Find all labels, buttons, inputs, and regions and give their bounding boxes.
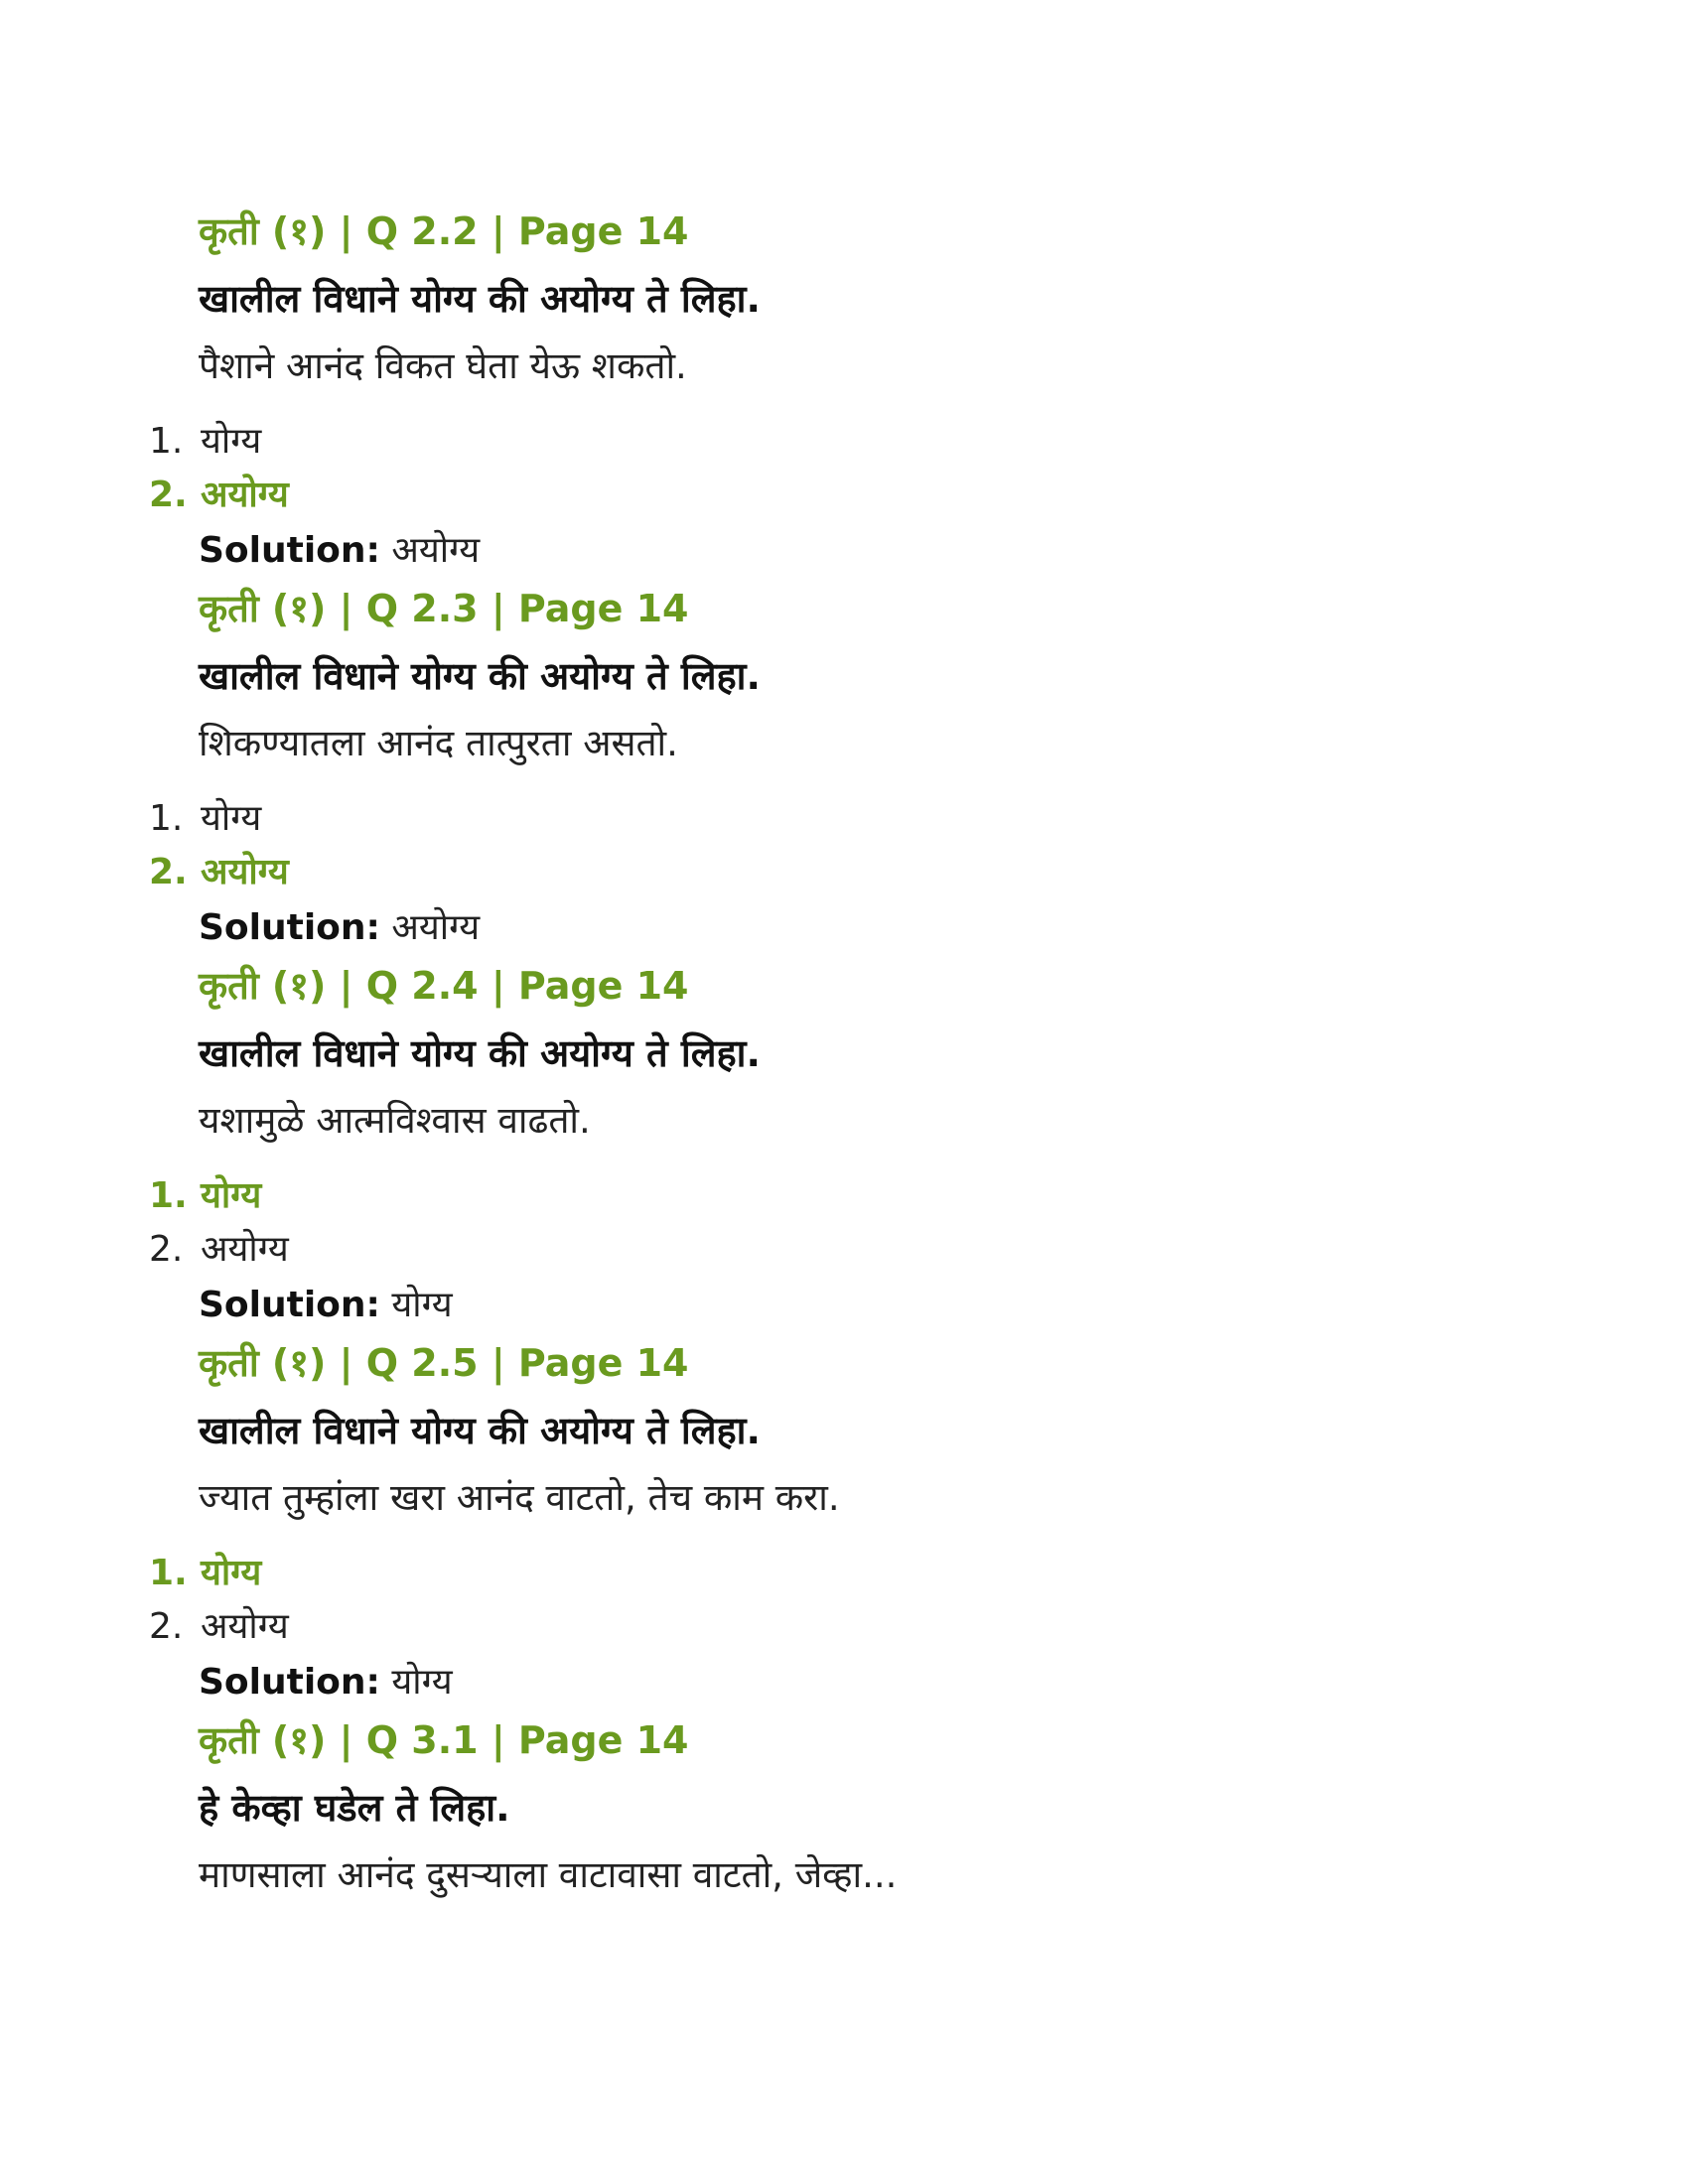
solution-label: Solution: (199, 1662, 380, 1703)
question-statement: यशामुळे आत्मविश्वास वाढतो. (199, 1099, 591, 1142)
option-label: अयोग्य (201, 475, 289, 515)
solution-line (199, 1281, 453, 1330)
question-instruction: खालील विधाने योग्य की अयोग्य ते लिहा. (199, 1409, 761, 1452)
question-statement: माणसाला आनंद दुसऱ्याला वाटावासा वाटतो, जेव्हा... (199, 1853, 898, 1896)
solution-label: Solution: (199, 1285, 380, 1325)
solution-answer: अयोग्य (391, 907, 481, 948)
question-instruction: खालील विधाने योग्य की अयोग्य ते लिहा. (199, 654, 761, 698)
question-statement: शिकण्यातला आनंद तात्पुरता असतो. (199, 722, 678, 764)
solution-answer: योग्य (391, 1662, 453, 1703)
option-number: 1. (149, 798, 184, 839)
option-label: योग्य (201, 798, 262, 839)
answer-option-2 (149, 1225, 289, 1275)
question-heading: कृती (१) | Q 2.5 | Page 14 (199, 1341, 689, 1385)
solution-answer: अयोग्य (391, 530, 481, 571)
option-label: अयोग्य (201, 1229, 289, 1270)
answer-option-2-correct (149, 848, 289, 897)
option-label: अयोग्य (201, 852, 289, 892)
question-heading: कृती (१) | Q 2.4 | Page 14 (199, 964, 689, 1008)
option-number: 2. (149, 1229, 184, 1270)
option-number: 1. (149, 1553, 188, 1593)
option-number: 1. (149, 1175, 188, 1216)
answer-option-1 (149, 417, 261, 467)
option-number: 2. (149, 475, 188, 515)
solution-line (199, 526, 480, 576)
question-heading: कृती (१) | Q 2.3 | Page 14 (199, 587, 689, 630)
answer-option-1 (149, 794, 261, 844)
option-label: योग्य (201, 1175, 262, 1216)
answer-option-1-correct (149, 1171, 261, 1221)
answer-option-2-correct (149, 471, 289, 520)
solution-line (199, 903, 480, 953)
solution-line (199, 1658, 453, 1707)
option-label: योग्य (201, 1553, 262, 1593)
answer-option-2 (149, 1602, 289, 1652)
option-number: 1. (149, 421, 184, 462)
option-label: अयोग्य (201, 1606, 289, 1647)
option-label: योग्य (201, 421, 262, 462)
solution-label: Solution: (199, 530, 380, 571)
question-heading: कृती (१) | Q 3.1 | Page 14 (199, 1718, 689, 1762)
question-heading: कृती (१) | Q 2.2 | Page 14 (199, 209, 689, 253)
question-instruction: हे केव्हा घडेल ते लिहा. (199, 1786, 510, 1830)
option-number: 2. (149, 1606, 184, 1647)
question-instruction: खालील विधाने योग्य की अयोग्य ते लिहा. (199, 277, 761, 321)
question-instruction: खालील विधाने योग्य की अयोग्य ते लिहा. (199, 1031, 761, 1075)
answer-option-1-correct (149, 1549, 261, 1598)
solution-answer: योग्य (391, 1285, 453, 1325)
option-number: 2. (149, 852, 188, 892)
solution-label: Solution: (199, 907, 380, 948)
question-statement: ज्यात तुम्हांला खरा आनंद वाटतो, तेच काम करा. (199, 1476, 840, 1519)
question-statement: पैशाने आनंद विकत घेता येऊ शकतो. (199, 344, 687, 387)
